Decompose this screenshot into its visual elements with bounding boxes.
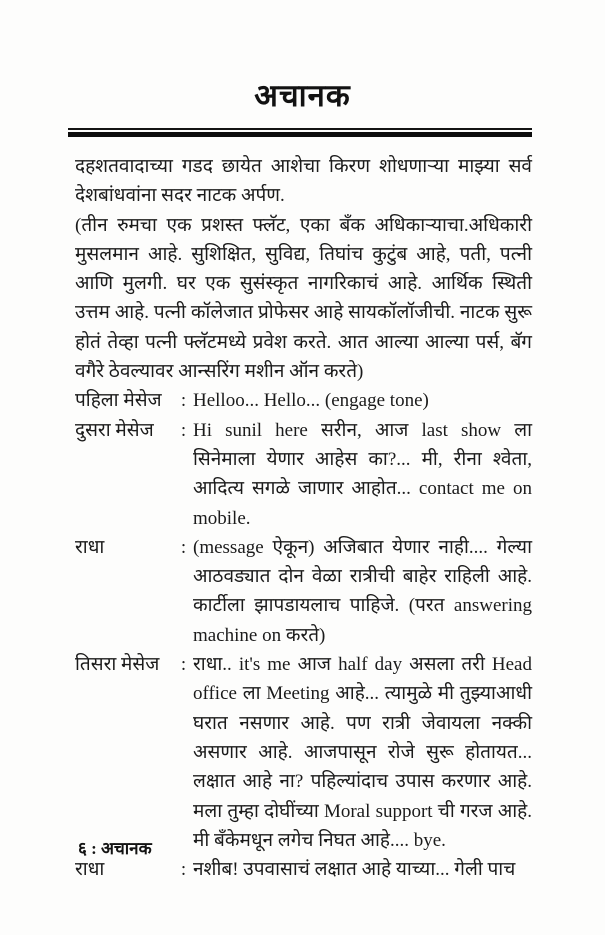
page-title: अचानक xyxy=(254,78,351,113)
speaker-colon: : xyxy=(180,419,187,441)
dialogue-row-radha-2 xyxy=(75,855,532,884)
title-divider xyxy=(68,128,532,137)
dialogue-row-radha-1 xyxy=(75,533,532,650)
speaker-name: राधा xyxy=(75,859,105,881)
divider-thin-line xyxy=(68,128,532,130)
dialogue-text: Helloo... Hello... (engage tone) xyxy=(193,390,429,412)
dialogue-row-second-message xyxy=(75,416,532,533)
divider-thick-line xyxy=(68,132,532,137)
dialogue-text: नशीब! उपवासाचं लक्षात आहे याच्या... गेली पाच xyxy=(193,859,516,881)
stage-direction-text: (तीन रुमचा एक प्रशस्त फ्लॅट, एका बँक अधिकाऱ्याचा.अधिकारी मुसलमान आहे. सुशिक्षित, सुविद्य, तिघांच कुटुंब आहे, पती, पत्नी आणि मुलगी. घर एक सुसंस्कृत नागरिकाचं आहे. आर्थिक स्थिती उत्तम आहे. पत्नी कॉलेजात प्रोफेसर आहे सायकॉलॉजीची. नाटक सुरू होतं तेव्हा पत्नी फ्लॅटमध्ये प्रवेश करते. आत आल्या आल्या पर्स, बॅग वगैरे ठेवल्यावर आन्सरिंग मशीन ऑन करते) xyxy=(75,214,532,383)
speaker-colon: : xyxy=(180,390,187,412)
speaker-colon: : xyxy=(180,859,187,881)
speaker-name: दुसरा मेसेज xyxy=(75,419,154,441)
speaker-colon: : xyxy=(180,536,187,558)
dialogue-text: राधा.. it's me आज half day असला तरी Head office ला Meeting आहे... त्यामुळे मी तुझ्याआधी घरात नसणार आहे. पण रात्री जेवायला नक्की असणार आहे. आजपासून रोजे सुरू होतायत... लक्षात आहे ना? पहिल्यांदाच उपास करणार आहे. मला तुम्हा दोघींच्या Moral support ची गरज आहे. मी बँकेमधून लगेच निघत आहे.... bye. xyxy=(193,654,532,851)
dialogue-text: (message ऐकून) अजिबात येणार नाही.... गेल्या आठवड्यात दोन वेळा रात्रीची बाहेर राहिली आहे. कार्टीला झापडायलाच पाहिजे. (परत answering machine on करते) xyxy=(193,536,532,646)
page-footer: ६ : अचानक xyxy=(78,839,152,858)
page-body xyxy=(75,152,532,884)
dialogue-row-first-message xyxy=(75,386,532,415)
dialogue-text: Hi sunil here सरीन, आज last show ला सिनेमाला येणार आहेस का?... मी, रीना श्वेता, आदित्य सगळे जाणार आहोत... contact me on mobile. xyxy=(193,419,532,529)
dedication-text: दहशतवादाच्या गडद छायेत आशेचा किरण शोधणाऱ्या माझ्या सर्व देशबांधवांना सदर नाटक अर्पण. xyxy=(75,156,532,207)
dialogue-list xyxy=(75,386,532,884)
speaker-name: राधा xyxy=(75,536,105,558)
dialogue-row-third-message xyxy=(75,650,532,855)
speaker-name: पहिला मेसेज xyxy=(75,390,162,412)
speaker-name: तिसरा मेसेज xyxy=(75,654,160,676)
speaker-colon: : xyxy=(180,654,187,676)
